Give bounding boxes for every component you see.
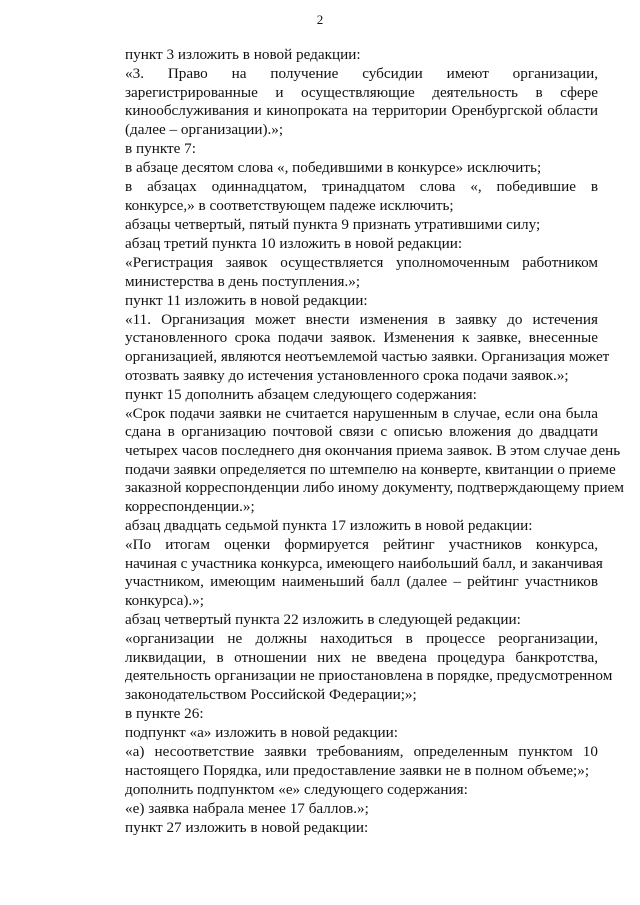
paragraph — [90, 216, 598, 235]
text-line: пункт 3 изложить в новой редакции: — [125, 46, 361, 63]
text-line: «а) несоответствие заявки требованиям, определенным пунктом 10 — [125, 742, 598, 760]
text-line: «11. Организация может внести изменения в заявку до истечения — [125, 310, 598, 328]
text-line: отозвать заявку до истечения установленного срока подачи заявок.»; — [125, 366, 569, 384]
text-line: начиная с участника конкурса, имеющего наибольший балл, и заканчивая — [125, 554, 603, 572]
text-line: (далее – организации).»; — [125, 120, 284, 138]
text-line: «организации не должны находиться в процессе реорганизации, — [125, 629, 598, 647]
text-line: конкурса).»; — [125, 591, 205, 609]
text-line: в пункте 7: — [125, 139, 196, 157]
text-line: зарегистрированные и осуществляющие деятельность в сфере — [125, 83, 598, 101]
text-line: заказной корреспонденции либо иному документу, подтверждающему прием — [125, 479, 625, 497]
text-line: подачи заявки определяется по штемпелю на конверте, квитанции о приеме — [125, 460, 616, 478]
paragraph — [90, 292, 598, 311]
text-line: министерства в день поступления.»; — [125, 272, 361, 290]
paragraph — [90, 517, 598, 536]
page-number: 2 — [316, 12, 324, 27]
text-line: «Срок подачи заявки не считается нарушенным в случае, если она была — [125, 404, 598, 422]
paragraph — [90, 611, 598, 630]
text-line: «По итогам оценки формируется рейтинг участников конкурса, — [125, 535, 598, 553]
text-line: кинообслуживания и кинопроката на территории Оренбургской области — [125, 102, 598, 120]
text-line: абзац четвертый пункта 22 изложить в следующей редакции: — [125, 610, 521, 628]
text-line: участником, имеющим наименьший балл (далее – рейтинг участников — [125, 573, 598, 591]
text-line: «Регистрация заявок осуществляется уполномоченным работником — [125, 254, 598, 272]
text-line: пункт 11 изложить в новой редакции: — [125, 291, 368, 309]
text-line: «е) заявка набрала менее 17 баллов.»; — [125, 799, 369, 817]
paragraph — [90, 235, 598, 254]
text-line: в пункте 26: — [125, 704, 204, 722]
text-line: абзац третий пункта 10 изложить в новой редакции: — [125, 234, 463, 252]
paragraph — [90, 535, 603, 610]
paragraph — [90, 310, 610, 385]
paragraph — [90, 386, 598, 405]
paragraph — [90, 705, 598, 724]
paragraph — [90, 800, 598, 819]
paragraph — [90, 743, 598, 780]
text-line: пункт 27 изложить в новой редакции: — [125, 818, 369, 836]
paragraph — [90, 178, 598, 215]
text-line: законодательством Российской Федерации;»; — [125, 685, 417, 703]
text-line: сдана в организацию почтовой связи с описью вложения до двадцати — [125, 423, 598, 441]
paragraph — [90, 724, 598, 743]
text-line: абзац двадцать седьмой пункта 17 изложить в новой редакции: — [125, 516, 533, 534]
text-line: дополнить подпунктом «е» следующего содержания: — [125, 780, 468, 798]
paragraph — [90, 819, 598, 838]
text-line: организацией, являются неотъемлемой частью заявки. Организация может — [125, 348, 610, 365]
text-line: четырех часов последнего дня окончания приема заявок. В этом случае день — [125, 441, 621, 459]
text-line: в абзацах одиннадцатом, тринадцатом слова «, победившие в — [125, 178, 598, 196]
paragraph — [90, 254, 598, 291]
text-line: деятельность организации не приостановлена в порядке, предусмотренном — [125, 667, 613, 685]
text-line: конкурсе,» в соответствующем падеже исключить; — [125, 196, 454, 214]
paragraph — [90, 65, 598, 139]
text-line: корреспонденции.»; — [125, 497, 255, 515]
paragraph — [90, 629, 613, 704]
text-line: ликвидации, в отношении них не введена процедура банкротства, — [125, 648, 598, 666]
text-line: настоящего Порядка, или предоставление заявки не в полном объеме;»; — [125, 761, 590, 779]
document-body — [90, 46, 625, 837]
text-line: «3. Право на получение субсидии имеют организации, — [125, 65, 598, 83]
text-line: установленного срока подачи заявок. Изменения к заявке, внесенные — [125, 329, 598, 347]
text-line: в абзаце десятом слова «, победившими в конкурсе» исключить; — [125, 159, 542, 177]
paragraph — [90, 159, 598, 178]
text-line: абзацы четвертый, пятый пункта 9 признать утратившими силу; — [125, 215, 541, 233]
paragraph — [90, 140, 598, 159]
paragraph — [90, 46, 598, 65]
text-line: пункт 15 дополнить абзацем следующего содержания: — [125, 385, 477, 403]
paragraph — [90, 404, 625, 517]
paragraph — [90, 781, 598, 800]
text-line: подпункт «а» изложить в новой редакции: — [125, 723, 398, 741]
